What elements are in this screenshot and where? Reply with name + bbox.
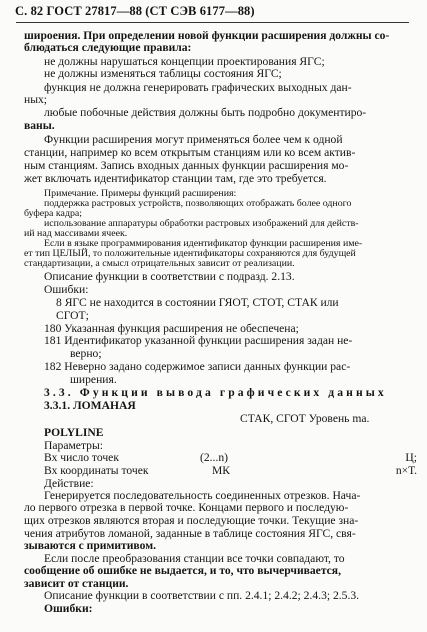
param-name: Вх координаты точек — [44, 463, 149, 477]
action-label: Действие: — [44, 477, 94, 491]
note-line: ет тип ЦЕЛЫЙ, то положительные идентификаторы сохраняются для будущей — [24, 247, 356, 259]
text-line: зываются с примитивом. — [24, 539, 156, 552]
text-line: Описание функции в соответствии с пп. 2.4.1; 2.4.2; 2.4.3; 2.5.3. — [44, 589, 360, 603]
text-line: щих отрезков являются вторая и последующие точки. Текущие зна- — [24, 514, 359, 527]
param-type: n×Т. — [395, 463, 417, 477]
param-type: Ц; — [405, 451, 417, 465]
note-line: Если в языке программирования идентификатор функции расширения име- — [44, 237, 363, 249]
text-line: ных; — [24, 93, 48, 107]
param-row — [44, 464, 417, 477]
error-item: 8 ЯГС не находится в состоянии ГЯОТ, СТОТ, СТАК или — [56, 296, 339, 309]
section-heading: 3.3. Функции вывода графических данных — [44, 386, 387, 400]
note-title: Примечание. Примеры функций расширения: — [44, 187, 237, 199]
params-label: Параметры: — [44, 438, 103, 452]
param-range: МК — [212, 463, 231, 477]
error-item: 181 Идентификатор указанной функции расширения задан не- — [44, 334, 353, 348]
text-line: Если после преобразования станции все точки совпадают, то — [44, 551, 345, 565]
text-line: Описание функции в соответствии с подразд. 2.13. — [44, 270, 295, 284]
page-header: С. 82 ГОСТ 27817—88 (СТ СЭВ 6177—88) — [15, 4, 255, 18]
error-item: СГОТ; — [56, 308, 89, 322]
note-line: использование аппаратуры обработки растровых изображений для действ- — [44, 217, 359, 229]
text-line: жет включать идентификатор станции там, где это требуется. — [24, 171, 327, 185]
text-line: зависит от станции. — [24, 576, 129, 590]
text-line: Функции расширения могут применяться более чем к одной — [44, 133, 343, 147]
note-line: буфера кадра; — [24, 207, 83, 219]
text-line: любые побочные действия должны быть подробно документиро- — [44, 105, 367, 119]
text-line: не должны изменяться таблицы состояния ЯГС; — [44, 67, 282, 81]
note-line: стандартизации, а смысл отрицательных зависит от реализации. — [24, 257, 295, 269]
text-line: Ошибки: — [44, 601, 93, 615]
text-line: ло первого отрезка в первой точке. Концами первого и последую- — [24, 501, 349, 515]
text-line: сообщение об ошибке не выдается, и то, что вычерчивается, — [24, 564, 341, 578]
text-line: ным станциям. Запись входных данных функции расширения мо- — [24, 159, 349, 173]
error-item: 182 Неверно задано содержимое записи данных функции рас- — [44, 360, 351, 374]
function-name: POLYLINE — [44, 425, 104, 439]
param-row — [44, 451, 417, 464]
note-line: ий над массивами ячеек. — [24, 227, 128, 239]
subsection-heading: 3.3.1. ЛОМАНАЯ — [44, 398, 136, 412]
text-line: функция не должна генерировать графических выходных дан- — [44, 80, 352, 94]
header-rule — [16, 22, 409, 23]
text-line: не должны нарушаться концепции проектирования ЯГС; — [44, 54, 325, 68]
param-range: (2...n) — [200, 451, 229, 465]
text-line: Генерируется последовательность соединенных отрезков. Нача- — [44, 488, 361, 502]
note-line: поддержка растровых устройств, позволяющих отображать более одного — [44, 197, 352, 209]
text-line: широения. При определении новой функции расширения должны со- — [24, 28, 390, 42]
text-line: ваны. — [24, 119, 55, 132]
text-line: чения атрибутов ломаной, заданные в таблице состояния ЯГС, свя- — [24, 526, 356, 540]
text-line: блюдаться следующие правила: — [24, 41, 192, 55]
error-item: верно; — [70, 347, 102, 360]
error-item: 180 Указанная функция расширения не обеспечена; — [44, 321, 299, 335]
state-line: СТАК, СГОТ Уровень ma. — [240, 412, 370, 426]
text-line: Ошибки: — [44, 282, 89, 296]
error-item: ширения. — [70, 372, 117, 386]
param-name: Вх число точек — [44, 451, 119, 465]
text-line: станции, например ко всем открытым станциям или ко всем актив- — [24, 145, 356, 159]
